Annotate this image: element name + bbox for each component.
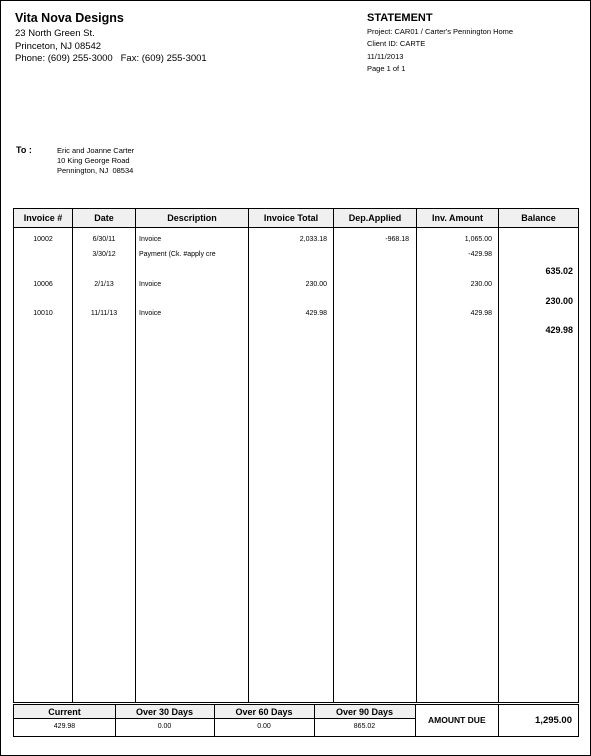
- amount-due-value: 1,295.00: [535, 715, 572, 726]
- header-balance: Balance: [521, 213, 556, 223]
- cell-description: Invoice: [139, 236, 162, 243]
- recipient-city: Pennington, NJ 08534: [57, 166, 134, 175]
- company-contact: Phone: (609) 255-3000 Fax: (609) 255-3001: [15, 53, 207, 64]
- balance-subtotal: 230.00: [545, 296, 573, 306]
- aging-value-over-60: 0.00: [257, 723, 271, 730]
- cell-dep-applied: -968.18: [385, 236, 409, 243]
- statement-table: [13, 208, 579, 703]
- company-address-line1: 23 North Green St.: [15, 28, 95, 39]
- balance-subtotal: 429.98: [545, 325, 573, 335]
- aging-summary: [13, 704, 579, 737]
- aging-header-over-90: Over 90 Days: [314, 705, 415, 719]
- cell-invoice-total: 429.98: [305, 310, 327, 317]
- cell-date: 3/30/12: [92, 251, 116, 258]
- cell-inv-amount: -429.98: [468, 251, 492, 258]
- statement-date: 11/11/2013: [367, 52, 404, 61]
- cell-invoice-total: 230.00: [305, 281, 327, 288]
- recipient-name: Eric and Joanne Carter: [57, 146, 135, 155]
- cell-invoice-number: 10006: [33, 281, 53, 288]
- cell-description: Invoice: [139, 281, 162, 288]
- cell-date: 6/30/11: [92, 236, 116, 243]
- aging-value-over-90: 865.02: [353, 723, 376, 730]
- cell-inv-amount: 429.98: [470, 310, 492, 317]
- recipient-street: 10 King George Road: [57, 156, 130, 165]
- cell-invoice-total: 2,033.18: [299, 236, 327, 243]
- cell-inv-amount: 1,065.00: [464, 236, 492, 243]
- header-invoice-number: Invoice #: [23, 213, 63, 223]
- aging-value-over-30: 0.00: [157, 723, 172, 730]
- cell-description: Payment (Ck. #apply cre: [139, 251, 216, 258]
- statement-project: Project: CAR01 / Carter's Pennington Home: [367, 27, 514, 36]
- amount-due-label: AMOUNT DUE: [428, 715, 486, 725]
- company-address-line2: Princeton, NJ 08542: [15, 41, 102, 52]
- company-name: Vita Nova Designs: [15, 11, 124, 25]
- statement-client-id: Client ID: CARTE: [367, 39, 426, 48]
- header-invoice-total: Invoice Total: [263, 213, 319, 223]
- cell-inv-amount: 230.00: [470, 281, 492, 288]
- to-label: To :: [16, 145, 32, 155]
- cell-date: 2/1/13: [94, 281, 114, 288]
- balance-subtotal: 635.02: [545, 266, 573, 276]
- aging-value-current: 429.98: [53, 723, 76, 730]
- aging-header-over-60: Over 60 Days: [214, 705, 314, 719]
- cell-invoice-number: 10002: [33, 236, 53, 243]
- aging-header-current: Current: [14, 705, 115, 719]
- statement-title: STATEMENT: [367, 12, 433, 24]
- header-description: Description: [167, 213, 217, 223]
- header-inv-amount: Inv. Amount: [432, 213, 483, 223]
- cell-invoice-number: 10010: [33, 310, 53, 317]
- cell-description: Invoice: [139, 310, 162, 317]
- header-dep-applied: Dep.Applied: [348, 213, 402, 223]
- aging-header-over-30: Over 30 Days: [115, 705, 214, 719]
- header-date: Date: [94, 213, 114, 223]
- table-header: [14, 209, 578, 228]
- statement-page-number: Page 1 of 1: [367, 64, 406, 73]
- cell-date: 11/11/13: [90, 310, 118, 317]
